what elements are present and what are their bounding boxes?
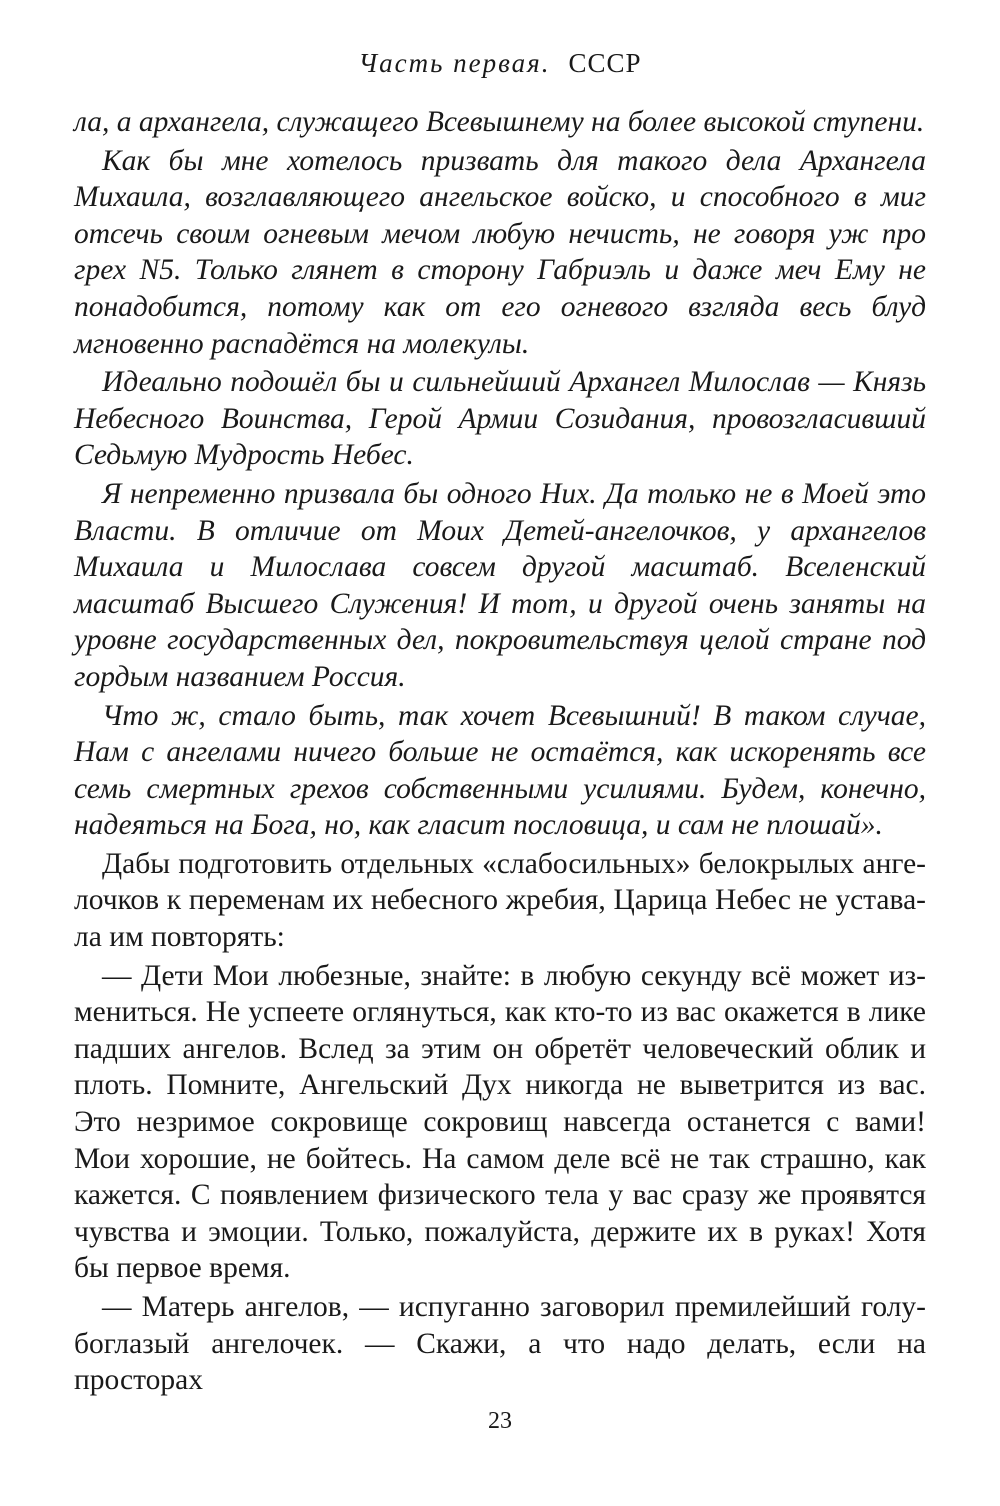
running-head-part: Часть первая. <box>358 48 551 78</box>
paragraph-8: — Матерь ангелов, — испуганно заговорил премилейший голубоглазый ангелочек. — Скажи, а что надо делать, если на просторах <box>74 1291 926 1397</box>
page-number: 23 <box>488 1408 512 1434</box>
paragraph-4: Я непременно призвала бы одного Них. Да только не в Моей это Власти. В отличие от Моих Детей-ангелочков, у архангелов Михаила и Милослава совсем другой масштаб. Вселенский масштаб Высшего Служения! И тот, и другой очень заняты на уровне государственных дел, покровительствуя целой стране под гордым названием Россия. <box>74 477 926 693</box>
running-head <box>0 48 1000 79</box>
paragraph-1: ла, а архангела, служащего Всевышнему на более высокой ступени. <box>74 106 925 138</box>
running-head-title: СССР <box>568 48 642 78</box>
body-text <box>74 100 926 1399</box>
paragraph-5: Что ж, стало быть, так хочет Всевышний! В таком случае, Нам с ангелами ничего больше не остаётся, как искоренять все семь смертных грехов собственными усилиями. Будем, конечно, надеяться на Бога, но, как гласит пословица, и сам не плошай». <box>74 699 926 842</box>
paragraph-6: Дабы подготовить отдельных «слабосильных» белокрылых ангелочков к переменам их небесного жребия, Царица Небес не уставала им повторять: <box>74 847 926 954</box>
paragraph-2: Как бы мне хотелось призвать для такого дела Архангела Михаила, возглавляющего ангельское войско, и способного в миг отсечь своим огневым мечом любую нечисть, не говоря уж про грех N5. Только глянет в сторону Габриэль и даже меч Ему не понадобится, потому как от его огневого взгляда весь блуд мгновенно распадётся на молекулы. <box>74 144 926 360</box>
paragraph-7: — Дети Мои любезные, знайте: в любую секунду всё может измениться. Не успеете оглянуться, как кто-то из вас окажется в лике падших ангелов. Вслед за этим он обретёт человеческий облик и плоть. Помните, Ангельский Дух никогда не выветрится из вас. Это незримое сокровище сокровищ навсегда останется с вами! Мои хорошие, не бойтесь. На самом деле всё не так страшно, как кажется. С появлением физического тела у вас сразу же проявятся чувства и эмоции. Только, пожалуйста, держите их в руках! Хотя бы первое время. <box>74 959 926 1285</box>
paragraph-3: Идеально подошёл бы и сильнейший Архангел Милослав — Князь Небесного Воинства, Герой Армии Созидания, провозгласивший Седьмую Мудрость Небес. <box>74 366 926 472</box>
